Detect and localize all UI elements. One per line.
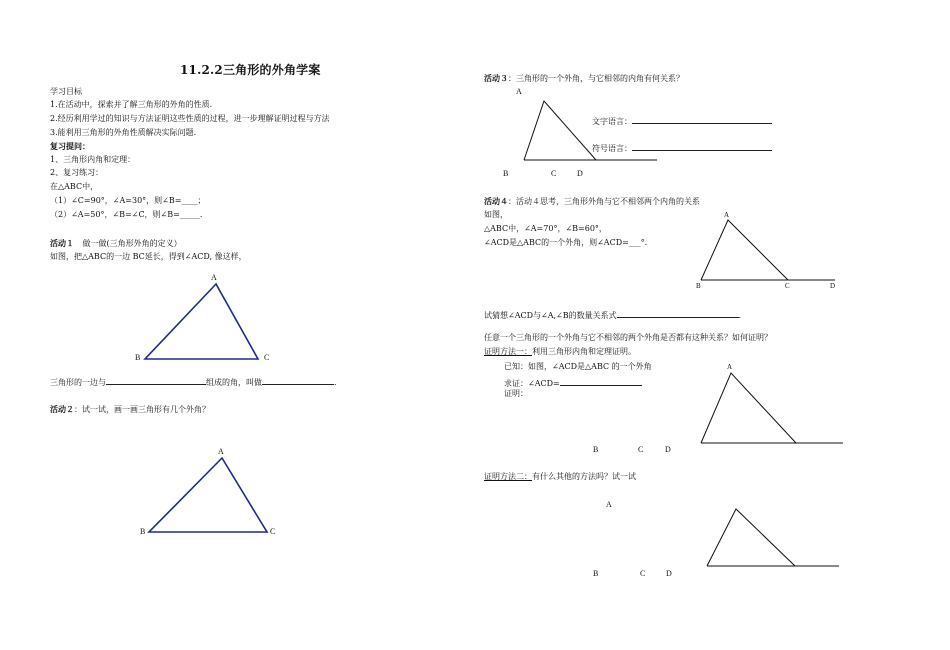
activity4-line: △ABC中，∠A=70°，∠B=60°， xyxy=(484,224,607,233)
activity2-label: 活动２ xyxy=(50,404,74,414)
activity4-line: ∠ACD是△ABC的一个外角，则∠ACD=___°． xyxy=(484,238,653,247)
proof-question: 任意一个三角形的一个外角与它不相邻的两个外角是否都有这种关系？如何证明？ xyxy=(484,333,772,342)
activity1-text: 做一做(三角形外角的定义） xyxy=(82,239,182,248)
review-line: 2、复习练习： xyxy=(50,168,104,177)
guess-blank[interactable] xyxy=(617,308,739,318)
guess-text: 试猜想∠ACD与∠A,∠B的数量关系式 xyxy=(484,311,617,320)
symbolic-language xyxy=(592,141,772,154)
vertex-label-d: D xyxy=(666,569,672,578)
objectives-heading: 学习目标 xyxy=(50,87,82,96)
vertex-label-c: C xyxy=(264,353,270,362)
verbal-language xyxy=(592,114,772,127)
activity3-heading xyxy=(484,73,684,84)
symbolic-blank[interactable] xyxy=(632,141,772,151)
activity1-description: 如图，把△ABC的一边 BC延长，得到∠ACD, 像这样， xyxy=(50,252,247,261)
triangle-shape xyxy=(145,284,258,359)
triangle-sides xyxy=(701,220,788,280)
exercise-2: （2）∠A=50°，∠B=∠C，则∠B=_____. xyxy=(50,210,203,219)
vertex-label-b: B xyxy=(593,569,599,578)
definition-blank-1[interactable] xyxy=(106,375,206,385)
vertex-label-b: B xyxy=(503,169,509,178)
figure-triangle-2 xyxy=(138,445,288,545)
review-line: 1、三角形内角和定理： xyxy=(50,155,136,164)
method1-line xyxy=(484,347,636,357)
method1-text: 利用三角形内角和定理证明。 xyxy=(532,347,636,356)
vertex-label-a: A xyxy=(606,500,612,509)
activity4-text: ：活动４思考，三角形外角与它不相邻两个内角的关系 xyxy=(508,197,700,206)
verbal-blank[interactable] xyxy=(632,114,772,124)
definition-part2: 组成的角，叫做 xyxy=(206,378,262,387)
method2-label: 证明方法二： xyxy=(484,472,532,481)
activity1-label: 活动１ xyxy=(50,238,74,248)
proof-line: 证明： xyxy=(504,389,528,398)
triangle-shape xyxy=(149,458,267,532)
vertex-label-c: C xyxy=(270,527,276,536)
method2-line xyxy=(484,472,636,482)
figure-exterior-angle-5 xyxy=(590,358,850,458)
activity2-text: ：试一试，画一画三角形有几个外角？ xyxy=(74,405,210,414)
vertex-label-a: A xyxy=(211,273,217,282)
vertex-label-c: C xyxy=(640,569,646,578)
activity4-heading xyxy=(484,196,700,207)
vertex-label-d: D xyxy=(665,445,671,454)
definition-blank-2[interactable] xyxy=(262,375,334,385)
vertex-label-c: C xyxy=(551,169,557,178)
figure-triangle-1 xyxy=(130,270,280,370)
method1-label: 证明方法一： xyxy=(484,347,532,356)
guess-end: . xyxy=(738,311,742,320)
definition-end: . xyxy=(334,378,337,387)
objective-item: 2.经历利用学过的知识与方法证明这些性质的过程，进一步理解证明过程与方法 xyxy=(50,114,330,123)
activity3-text: ：三角形的一个外角，与它相邻的内角有何关系？ xyxy=(508,74,684,83)
vertex-label-d: D xyxy=(577,169,583,178)
given-line: 已知：如图，∠ACD是△ABC 的一个外角 xyxy=(504,362,652,371)
vertex-label-b: B xyxy=(140,527,146,536)
method2-text: 有什么其他的方法吗？试一试 xyxy=(532,472,636,481)
review-line: 在△ABC中， xyxy=(50,182,99,191)
vertex-label-b: B xyxy=(593,445,599,454)
vertex-label-b: B xyxy=(696,282,701,290)
guess-sentence xyxy=(484,308,741,321)
verbal-label: 文字语言： xyxy=(592,117,632,126)
triangle-sides xyxy=(701,373,796,443)
activity2-heading xyxy=(50,404,210,415)
vertex-label-c: C xyxy=(638,445,644,454)
activity4-label: 活动４ xyxy=(484,196,508,206)
activity1-heading xyxy=(50,238,182,249)
figure-exterior-angle-3 xyxy=(495,84,665,180)
definition-part1: 三角形的一边与 xyxy=(50,378,106,387)
prove-label: 求证：∠ACD= xyxy=(504,379,560,388)
exercise-1: （1）∠C=90°，∠A=30°，则∠B=____； xyxy=(50,196,206,205)
vertex-label-a: A xyxy=(218,447,224,456)
symbolic-label: 符号语言： xyxy=(592,144,632,153)
triangle-sides xyxy=(707,509,795,566)
triangle-sides xyxy=(524,101,596,160)
vertex-label-d: D xyxy=(830,282,836,290)
objective-item: 3.能利用三角形的外角性质解决实际问题. xyxy=(50,128,197,137)
vertex-label-a: A xyxy=(724,211,730,219)
objective-item: 1.在活动中，探索并了解三角形的外角的性质. xyxy=(50,100,213,109)
vertex-label-a: A xyxy=(516,87,522,96)
activity3-label: 活动３ xyxy=(484,73,508,83)
vertex-label-c: C xyxy=(785,282,790,290)
review-heading: 复习提问： xyxy=(50,141,90,151)
page-title: 11.2.2三角形的外角学案 xyxy=(180,63,321,77)
vertex-label-a: A xyxy=(727,363,733,371)
vertex-label-b: B xyxy=(135,353,141,362)
definition-sentence xyxy=(50,375,337,388)
activity4-line: 如图， xyxy=(484,210,508,219)
figure-exterior-angle-4 xyxy=(693,208,843,290)
figure-exterior-angle-6 xyxy=(590,498,850,580)
